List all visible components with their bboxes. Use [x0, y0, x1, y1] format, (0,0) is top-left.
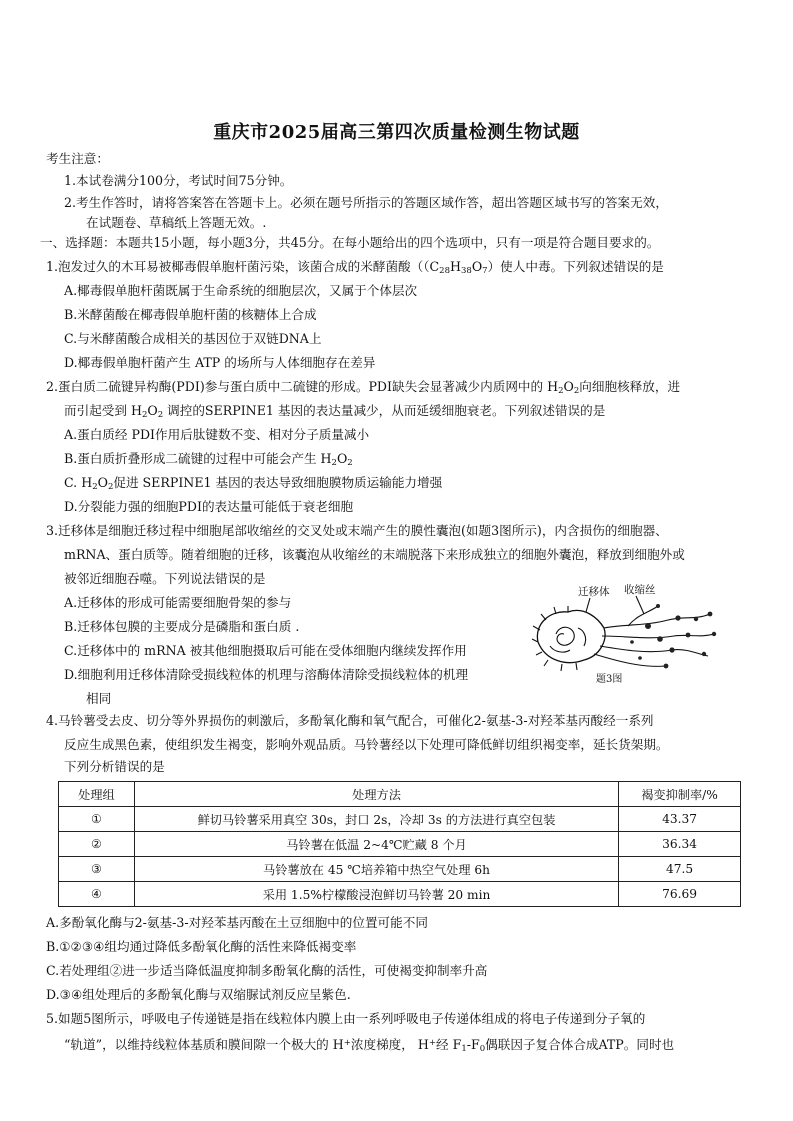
question-1-stem: 1.泡发过久的木耳易被椰毒假单胞杆菌污染，该菌合成的米酵菌酸（$(C_{28}H_{38}O_7)$使人中毒。下列叙述错误的是 [46, 259, 664, 276]
question-3-stem-line-3: 被邻近细胞吞噬。下列说法错误的是 [64, 571, 266, 586]
notice-heading: 考生注意： [46, 151, 109, 166]
q4-option-c: C.若处理组②进一步适当降低温度抑制多酚氧化酶的活性，可使褐变抑制率升高 [46, 963, 488, 978]
question-4-stem-line-3: 下列分析错误的是 [64, 759, 165, 774]
question-4-stem-line-1: 4.马铃薯受去皮、切分等外界损伤的刺激后，多酚氧化酶和氧气配合，可催化2-氨基-3-对羟苯基丙酸经一系列 [46, 713, 654, 728]
cell-method: 马铃薯放在 45 ℃培养箱中热空气处理 6h [134, 857, 618, 882]
q3-option-b: B.迁移体包膜的主要成分是磷脂和蛋白质 . [64, 619, 300, 634]
cell-group: ① [59, 807, 135, 832]
table-row [59, 832, 741, 857]
cell-method: 采用 1.5%柠檬酸浸泡鲜切马铃薯 20 min [134, 882, 618, 907]
cell-group: ③ [59, 857, 135, 882]
q1-option-b: B.米酵菌酸在椰毒假单胞杆菌的核糖体上合成 [64, 307, 317, 322]
q1-option-d: D.椰毒假单胞杆菌产生 ATP 的场所与人体细胞存在差异 [64, 355, 376, 370]
header-method: 处理方法 [134, 782, 618, 807]
q1-option-a: A.椰毒假单胞杆菌既属于生命系统的细胞层次，又属于个体层次 [64, 283, 418, 298]
cell-method: 马铃薯在低温 2~4℃贮藏 8 个月 [134, 832, 618, 857]
q3-option-a: A.迁移体的形成可能需要细胞骨架的参与 [64, 595, 292, 610]
question-4-stem-line-2: 反应生成黑色素，使组织发生褐变，影响外观品质。马铃薯经以下处理可降低鲜切组织褐变率，延长货架期。 [64, 737, 669, 752]
table-row [59, 807, 741, 832]
figure-label-retraction-fiber: 收缩丝 [624, 584, 656, 596]
header-group: 处理组 [59, 782, 135, 807]
cell-group: ④ [59, 882, 135, 907]
figure-3-caption: 题3图 [596, 674, 623, 685]
q3-option-c: C.迁移体中的 mRNA 被其他细胞摄取后可能在受体细胞内继续发挥作用 [64, 643, 467, 658]
q2-option-b: B.蛋白质折叠形成二硫键的过程中可能会产生 $H_2O_2$ [64, 451, 353, 468]
question-5-stem-line-2: “轨道”，以维持线粒体基质和膜间隙一个极大的 H+浓度梯度， H+经 $F_1-F_0$偶联因子复合体合成ATP。同时也 [64, 1037, 675, 1054]
page-title: 重庆市2025届高三第四次质量检测生物试题 [213, 122, 580, 143]
q4-option-d: D.③④组处理后的多酚氧化酶与双缩脲试剂反应呈紫色. [46, 987, 351, 1002]
notice-item-2: 2.考生作答时，请将答案答在答题卡上。必须在题号所指示的答题区域作答，超出答题区域书写的答案无效， [64, 195, 668, 210]
cell-method: 鲜切马铃薯采用真空 30s，封口 2s，冷却 3s 的方法进行真空包装 [134, 807, 618, 832]
table-row [59, 857, 741, 882]
migrasome-cell-figure [528, 584, 718, 684]
question-2-stem-line-2: 而引起受到 $H_2O_2$ 调控的SERPINE1 基因的表达量减少，从而延缓细胞衰老。下列叙述错误的是 [64, 403, 606, 420]
figure-label-migrasome: 迁移体 [578, 586, 610, 598]
cell-rate: 43.37 [619, 807, 741, 832]
table-row [59, 882, 741, 907]
question-3-stem-line-2: mRNA、蛋白质等。随着细胞的迁移，该囊泡从收缩丝的末端脱落下来形成独立的细胞外囊泡，释放到细胞外或 [64, 547, 685, 562]
q3-option-d-continued: 相同 [86, 691, 112, 706]
q2-option-a: A.蛋白质经 PDI作用后肽键数不变、相对分子质量减小 [64, 427, 370, 442]
treatment-table [58, 781, 741, 907]
notice-item-3: 在试题卷、草稿纸上答题无效。. [86, 215, 267, 230]
section-heading: 一、选择题：本题共15小题，每小题3分，共45分。在每小题给出的四个选项中，只有一项是符合题目要求的。 [40, 235, 660, 250]
cell-rate: 47.5 [619, 857, 741, 882]
question-5-stem-line-1: 5.如题5图所示，呼吸电子传递链是指在线粒体内膜上由一系列呼吸电子传递体组成的将电子传递到分子氧的 [46, 1011, 646, 1026]
cell-rate: 76.69 [619, 882, 741, 907]
notice-item-1: 1.本试卷满分100分，考试时间75分钟。 [64, 173, 293, 188]
q2-option-d: D.分裂能力强的细胞PDI的表达量可能低于衰老细胞 [64, 499, 354, 514]
table-header-row [59, 782, 741, 807]
cell-rate: 36.34 [619, 832, 741, 857]
cell-group: ② [59, 832, 135, 857]
q3-option-d: D.细胞利用迁移体清除受损线粒体的机理与溶酶体清除受损线粒体的机理 [64, 667, 469, 682]
q4-option-a: A.多酚氧化酶与2-氨基-3-对羟苯基丙酸在土豆细胞中的位置可能不同 [46, 915, 428, 930]
question-3-stem-line-1: 3.迁移体是细胞迁移过程中细胞尾部收缩丝的交叉处或末端产生的膜性囊泡(如题3图所示)，内含损伤的细胞器、 [46, 523, 668, 538]
q4-option-b: B.①②③④组均通过降低多酚氧化酶的活性来降低褐变率 [46, 939, 357, 954]
question-2-stem-line-1: 2.蛋白质二硫键异构酶(PDI)参与蛋白质中二硫键的形成。PDI缺失会显著减少内质网中的 $H_2O_2$向细胞核释放，进 [46, 379, 681, 396]
header-inhibition-rate: 褐变抑制率/% [619, 782, 741, 807]
q2-option-c: C. $H_2O_2$促进 SERPINE1 基因的表达导致细胞膜物质运输能力增强 [64, 475, 443, 492]
q1-option-c: C.与米酵菌酸合成相关的基因位于双链DNA上 [64, 331, 322, 346]
